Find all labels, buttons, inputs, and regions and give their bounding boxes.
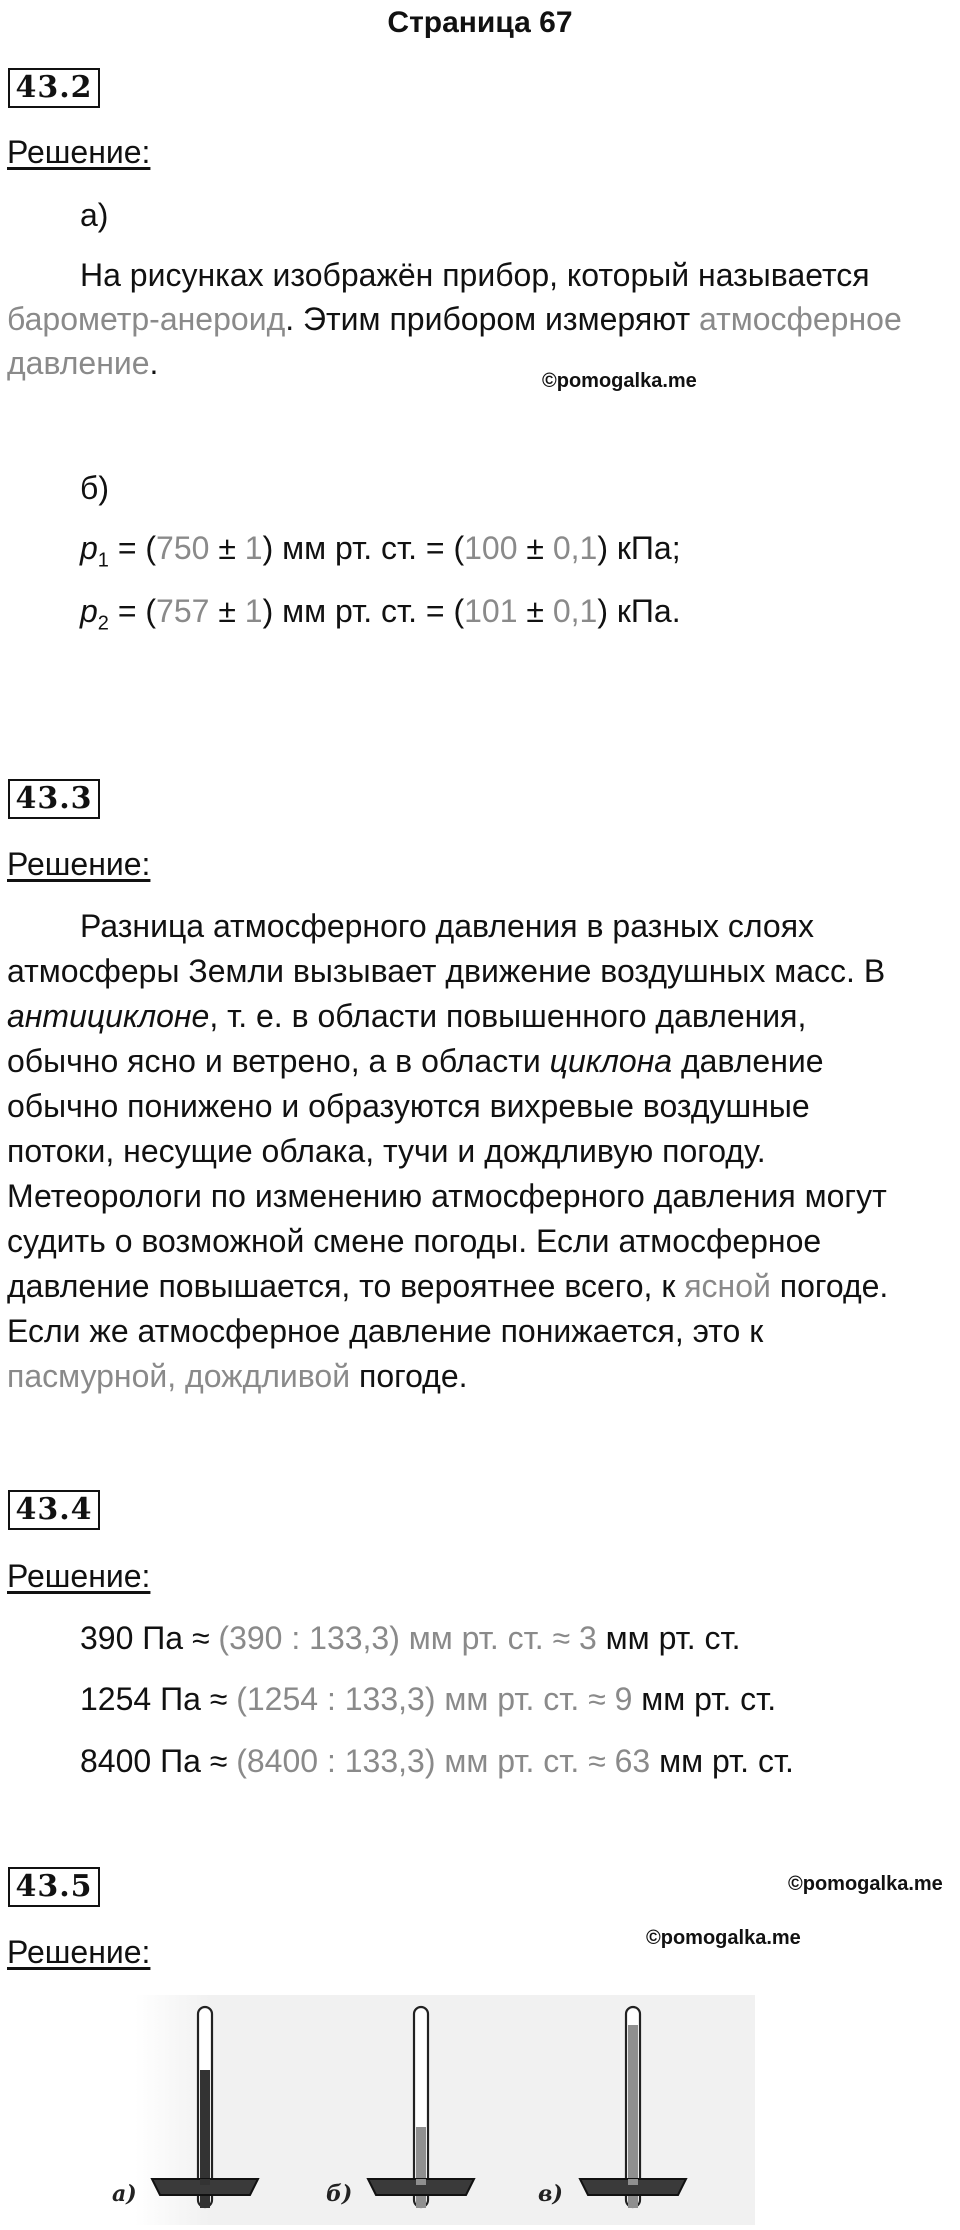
- formula-p2: $p_2 = (757 \pm 1)$ мм рт. ст. = (101 ± 0,1) кПа.: [80, 593, 681, 635]
- paragraph-line: давление повышается, то вероятнее всего, к ясной погоде.: [7, 1268, 889, 1304]
- solution-label: Решение:: [7, 846, 151, 882]
- paragraph-line: Разница атмосферного давления в разных слоях: [80, 908, 815, 944]
- paragraph-line: барометр-анероид. Этим прибором измеряют атмосферное: [7, 301, 902, 337]
- solution-label: Решение:: [7, 1558, 151, 1594]
- task-number-43-3: 43.3: [8, 779, 100, 819]
- solution-label: Решение:: [7, 134, 151, 170]
- paragraph-line: антициклоне, т. е. в области повышенного давления,: [7, 998, 807, 1034]
- paragraph-line: На рисунках изображён прибор, который называется: [80, 257, 870, 293]
- watermark: ©pomogalka.me: [646, 1927, 801, 1949]
- conversion-row: 1254 Па ≈ (1254 : 133,3) мм рт. ст. ≈ 9 мм рт. ст.: [80, 1681, 777, 1717]
- task-number-43-4: 43.4: [8, 1490, 100, 1530]
- paragraph-line: потоки, несущие облака, тучи и дождливую погоду.: [7, 1133, 766, 1169]
- tube-figure: [100, 1995, 760, 2225]
- paragraph-line: пасмурной, дождливой погоде.: [7, 1358, 468, 1394]
- figure-label-c: в): [538, 2181, 563, 2207]
- paragraph-line: обычно понижено и образуются вихревые воздушные: [7, 1088, 810, 1124]
- conversion-row: 390 Па ≈ (390 : 133,3) мм рт. ст. ≈ 3 мм рт. ст.: [80, 1620, 741, 1656]
- paragraph-line: Метеорологи по изменению атмосферного давления могут: [7, 1178, 887, 1214]
- page-title: Страница 67: [387, 6, 573, 39]
- part-a-label: а): [80, 197, 109, 233]
- paragraph-line: Если же атмосферное давление понижается, это к: [7, 1313, 764, 1349]
- paragraph-line: обычно ясно и ветрено, а в области циклона давление: [7, 1043, 824, 1079]
- paragraph-line: давление.: [7, 345, 159, 381]
- paragraph-line: атмосферы Земли вызывает движение воздушных масс. В: [7, 953, 886, 989]
- paragraph-line: судить о возможной смене погоды. Если атмосферное: [7, 1223, 822, 1259]
- task-number-43-2: 43.2: [8, 68, 100, 108]
- figure-label-b: б): [326, 2181, 353, 2207]
- solution-label: Решение:: [7, 1934, 151, 1970]
- formula-p1: $p_1 = (750 \pm 1)$ мм рт. ст. = (100 ± 0,1) кПа;: [80, 530, 681, 572]
- part-b-label: б): [80, 470, 109, 506]
- conversion-row: 8400 Па ≈ (8400 : 133,3) мм рт. ст. ≈ 63 мм рт. ст.: [80, 1743, 794, 1779]
- task-number-43-5: 43.5: [8, 1867, 100, 1907]
- figure-label-a: а): [112, 2181, 137, 2207]
- watermark: ©pomogalka.me: [542, 370, 697, 392]
- watermark: ©pomogalka.me: [788, 1873, 943, 1895]
